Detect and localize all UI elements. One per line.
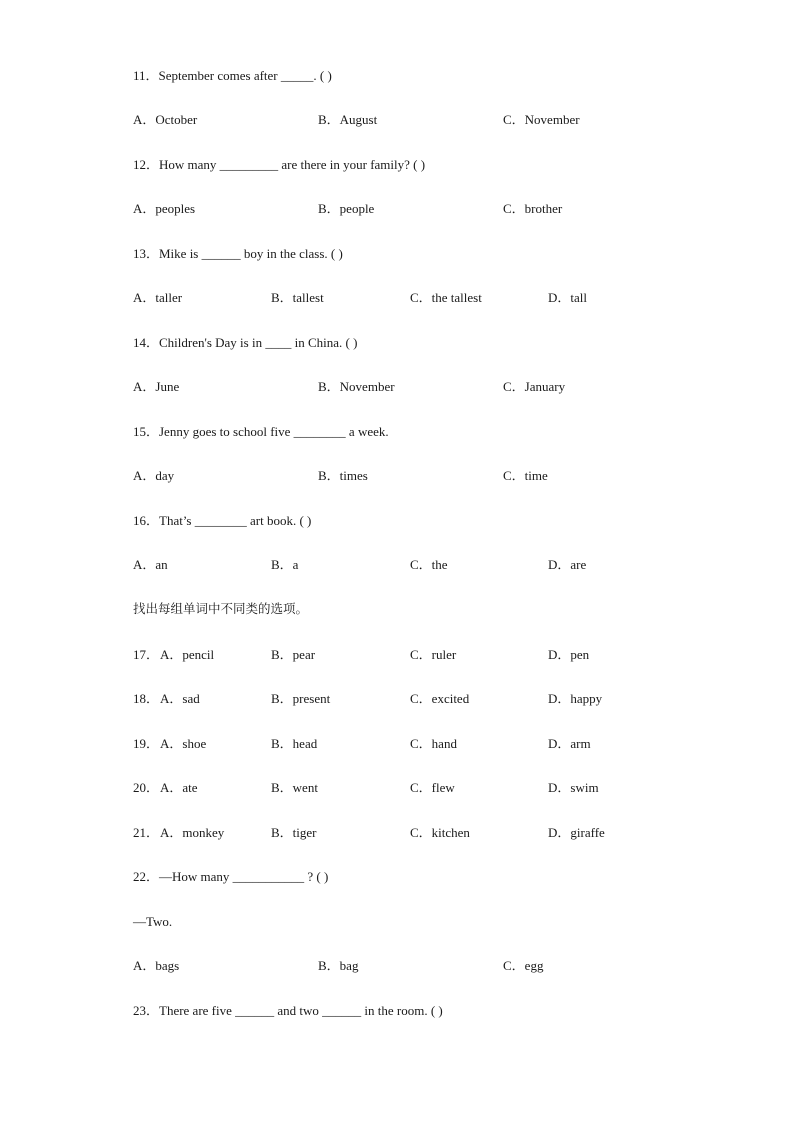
question-11-stem: 11．September comes after _____. ( )	[133, 68, 332, 83]
question-16-stem: 16．That’s ________ art book. ( )	[133, 513, 312, 528]
question-18-option-b[interactable]: B．present	[271, 691, 331, 706]
question-20-number: 20．	[133, 780, 160, 795]
question-21-option-c[interactable]: C．kitchen	[410, 825, 470, 840]
question-15-option-c[interactable]: C．time	[503, 468, 548, 483]
question-18-option-a[interactable]: A．sad	[160, 691, 200, 706]
question-12-option-c[interactable]: C．brother	[503, 201, 563, 216]
question-21-option-d[interactable]: D．giraffe	[548, 825, 605, 840]
question-22-stem: 22．—How many ___________ ? ( )	[133, 869, 329, 884]
question-13-option-c[interactable]: C．the tallest	[410, 290, 482, 305]
question-18-option-c[interactable]: C．excited	[410, 691, 470, 706]
question-20-option-c[interactable]: C．flew	[410, 780, 455, 795]
question-14-option-c[interactable]: C．January	[503, 379, 566, 394]
question-16-option-d[interactable]: D．are	[548, 557, 587, 572]
question-12-option-a[interactable]: A．peoples	[133, 201, 196, 216]
question-11-option-b[interactable]: B．August	[318, 112, 378, 127]
question-15-stem: 15．Jenny goes to school five ________ a week.	[133, 424, 389, 439]
question-19-option-d[interactable]: D．arm	[548, 736, 591, 751]
question-14-option-b[interactable]: B．November	[318, 379, 395, 394]
question-21-number: 21．	[133, 825, 160, 840]
question-20-option-d[interactable]: D．swim	[548, 780, 599, 795]
question-17-option-c[interactable]: C．ruler	[410, 647, 457, 662]
question-20-option-b[interactable]: B．went	[271, 780, 318, 795]
question-13-option-d[interactable]: D．tall	[548, 290, 587, 305]
question-12-stem: 12．How many _________ are there in your family? ( )	[133, 157, 426, 172]
question-18-option-d[interactable]: D．happy	[548, 691, 603, 706]
question-17-option-d[interactable]: D．pen	[548, 647, 590, 662]
question-14-option-a[interactable]: A．June	[133, 379, 180, 394]
question-19-option-b[interactable]: B．head	[271, 736, 318, 751]
question-21-option-b[interactable]: B．tiger	[271, 825, 317, 840]
question-21-option-a[interactable]: A．monkey	[160, 825, 225, 840]
question-22-option-c[interactable]: C．egg	[503, 958, 544, 973]
question-17-option-b[interactable]: B．pear	[271, 647, 316, 662]
question-17-number: 17．	[133, 647, 160, 662]
question-22-option-a[interactable]: A．bags	[133, 958, 180, 973]
question-22-option-b[interactable]: B．bag	[318, 958, 359, 973]
question-17-option-a[interactable]: A．pencil	[160, 647, 215, 662]
question-18-number: 18．	[133, 691, 160, 706]
question-20-option-a[interactable]: A．ate	[160, 780, 198, 795]
question-22-answer-line: —Two.	[133, 914, 173, 929]
question-15-option-a[interactable]: A．day	[133, 468, 175, 483]
question-19-option-c[interactable]: C．hand	[410, 736, 457, 751]
question-15-option-b[interactable]: B．times	[318, 468, 368, 483]
section-instruction: 找出每组单词中不同类的选项。	[133, 601, 309, 616]
question-12-option-b[interactable]: B．people	[318, 201, 375, 216]
question-19-option-a[interactable]: A．shoe	[160, 736, 207, 751]
question-13-option-b[interactable]: B．tallest	[271, 290, 324, 305]
question-16-option-a[interactable]: A．an	[133, 557, 168, 572]
question-19-number: 19．	[133, 736, 160, 751]
question-23-stem: 23．There are five ______ and two ______ in the room. ( )	[133, 1003, 443, 1018]
question-13-stem: 13．Mike is ______ boy in the class. ( )	[133, 246, 343, 261]
question-13-option-a[interactable]: A．taller	[133, 290, 183, 305]
question-16-option-c[interactable]: C．the	[410, 557, 448, 572]
question-14-stem: 14．Children's Day is in ____ in China. ( )	[133, 335, 358, 350]
question-11-option-a[interactable]: A．October	[133, 112, 198, 127]
question-16-option-b[interactable]: B．a	[271, 557, 299, 572]
question-11-option-c[interactable]: C．November	[503, 112, 580, 127]
